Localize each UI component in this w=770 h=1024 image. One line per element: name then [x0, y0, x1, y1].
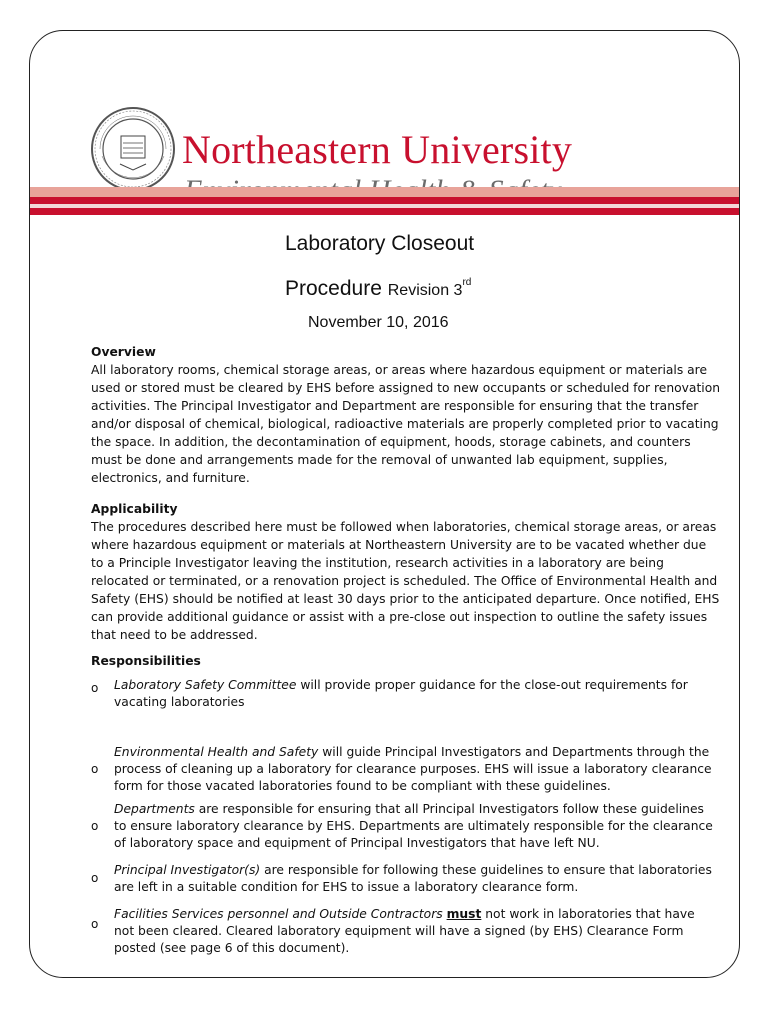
applicability-text: The procedures described here must be followed when laboratories, chemical storage areas, or areas where hazardous equipment or materials at Northeastern University are to be vacated whether due to a Principle Investigator leaving the institution, research activities in a laboratory are being relocated or terminated, or a renovation project is scheduled. The Office of Environmental Health and Safety (EHS) should be notified at least 30 days prior to the anticipated departure. Once notified, EHS can provide additional guidance or assist with a pre-close out inspection to outline the safety issues that need to be addressed. — [91, 520, 720, 642]
document-date: November 10, 2016 — [308, 314, 449, 331]
list-item-text — [114, 744, 714, 795]
role-name: Laboratory Safety Committee — [114, 678, 297, 692]
bullet-icon: o — [91, 681, 99, 695]
bullet-icon: o — [91, 819, 99, 833]
list-item-text — [114, 801, 714, 852]
header-band-light — [30, 187, 739, 197]
emphasis-must: must — [446, 907, 482, 921]
subtitle-main: Procedure — [285, 277, 382, 300]
role-name: Departments — [114, 802, 195, 816]
role-description: are responsible for following these guidelines to ensure that laboratories are left in a suitable condition for EHS to issue a laboratory clearance form. — [114, 863, 712, 894]
university-name: Northeastern University — [182, 127, 573, 172]
role-description: will provide proper guidance for the close-out requirements for vacating laboratories — [114, 678, 688, 709]
page-frame — [29, 30, 740, 978]
list-item-text — [114, 862, 714, 896]
applicability-section — [91, 500, 721, 644]
list-item-text — [114, 677, 714, 711]
responsibilities-section — [91, 652, 731, 955]
revision-suffix: rd — [462, 277, 472, 288]
document-title: Laboratory Closeout — [285, 232, 475, 255]
overview-heading: Overview — [91, 345, 156, 359]
document-subtitle — [285, 277, 471, 301]
overview-text: All laboratory rooms, chemical storage areas, or areas where hazardous equipment or materials are used or stored must be cleared by EHS before assigned to new occupants or scheduled for renovation activities. The Principal Investigator and Department are responsible for ensuring that the transfer and/or disposal of chemical, biological, radioactive materials are properly completed prior to vacating the space. In addition, the decontamination of equipment, hoods, storage cabinets, and counters must be done and arrangements made for the removal of unwanted lab equipment, supplies, electronics, and furniture. — [91, 363, 721, 485]
overview-section — [91, 343, 721, 487]
header-band-stripe — [30, 204, 739, 208]
role-name: Principal Investigator(s) — [114, 863, 261, 877]
role-name: Environmental Health and Safety — [114, 745, 319, 759]
responsibilities-heading: Responsibilities — [91, 654, 201, 668]
bullet-icon: o — [91, 871, 99, 885]
role-name: Facilities Services personnel and Outside Contractors — [114, 907, 443, 921]
list-item-text — [114, 906, 714, 957]
role-description: are responsible for ensuring that all Principal Investigators follow these guidelines to ensure laboratory clearance by EHS. Departments are ultimately responsible for the clearance of laboratory space and equipment of Principal Investigators that have left NU. — [114, 802, 713, 850]
role-description: not work in laboratories that have not been cleared. Cleared laboratory equipment will have a signed (by EHS) Clearance Form posted (see page 6 of this document). — [114, 907, 695, 955]
revision-label: Revision 3 — [387, 282, 463, 299]
applicability-heading: Applicability — [91, 502, 178, 516]
university-seal-icon — [90, 106, 176, 192]
role-description: will guide Principal Investigators and Departments through the process of cleaning up a laboratory for clearance purposes. EHS will issue a laboratory clearance form for those vacated laboratories found to be compliant with these guidelines. — [114, 745, 712, 793]
bullet-icon: o — [91, 917, 99, 931]
bullet-icon: o — [91, 762, 99, 776]
